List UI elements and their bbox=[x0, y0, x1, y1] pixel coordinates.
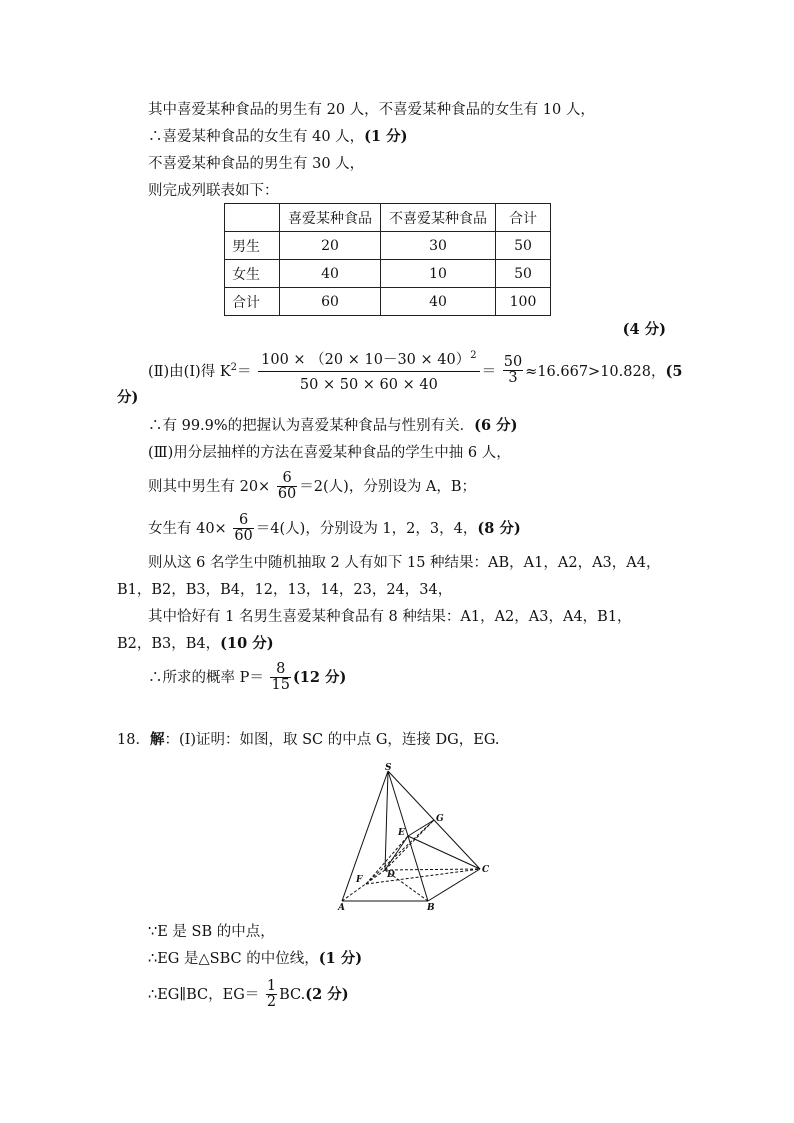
label-G: G bbox=[436, 814, 444, 824]
line-3: 不喜爱某种食品的男生有 30 人， bbox=[148, 156, 365, 172]
table-header-cell: 合计 bbox=[496, 204, 551, 232]
question-18-solve: 解 bbox=[149, 731, 165, 748]
question-18-text: ：(Ⅰ)证明：如图，取 SC 的中点 G，连接 DG，EG. bbox=[164, 732, 500, 748]
line-16: ∵E 是 SB 的中点， bbox=[148, 924, 275, 940]
score-12: (12 分) bbox=[292, 669, 347, 686]
k2-numerator bbox=[258, 347, 479, 372]
line-8-prefix: 则其中男生有 20× bbox=[148, 479, 271, 495]
line-10: 则从这 6 名学生中随机抽取 2 人有如下 15 种结果：AB，A1，A2，A3，A4， bbox=[148, 555, 661, 571]
k2-value-numerator: 50 bbox=[503, 354, 523, 371]
line-8 bbox=[148, 470, 476, 504]
table-cell: 100 bbox=[496, 288, 551, 316]
score-1-b: (1 分) bbox=[318, 950, 363, 967]
half-numerator: 1 bbox=[266, 977, 277, 994]
line-17-text: ∴EG 是△SBC 的中位线， bbox=[148, 951, 319, 967]
probability-numerator: 8 bbox=[270, 662, 290, 678]
line-14-prefix: ∴所求的概率 P＝ bbox=[148, 670, 264, 686]
k2-value-denominator: 3 bbox=[508, 370, 518, 387]
line-7: (Ⅲ)用分层抽样的方法在喜爱某种食品的学生中抽 6 人， bbox=[148, 445, 511, 461]
probability-fraction bbox=[270, 662, 290, 693]
line-9 bbox=[148, 512, 521, 546]
line-13 bbox=[117, 634, 274, 654]
line-13-text: B2，B3，B4， bbox=[117, 636, 221, 652]
label-D: D bbox=[387, 870, 395, 880]
k2-denominator: 50 × 50 × 60 × 40 bbox=[299, 377, 438, 394]
table-row bbox=[225, 232, 551, 260]
line-9-suffix: ＝4(人)，分别设为 1，2，3，4， bbox=[255, 521, 478, 537]
line-9-prefix: 女生有 40× bbox=[148, 521, 227, 537]
half-fraction bbox=[266, 979, 277, 1010]
k2-equals-2: ＝ bbox=[481, 363, 497, 380]
table-cell: 30 bbox=[381, 232, 496, 260]
k2-numerator-exponent: 2 bbox=[470, 350, 477, 362]
line-2 bbox=[148, 127, 408, 147]
k2-tail: ≈16.667>10.828， bbox=[525, 363, 666, 380]
half-denominator: 2 bbox=[266, 993, 277, 1010]
line-11: B1，B2，B3，B4，12，13，14，23，24，34， bbox=[117, 582, 453, 598]
table-row-label: 合计 bbox=[225, 288, 280, 316]
question-18-heading bbox=[117, 730, 500, 750]
line-18-suffix: BC. bbox=[279, 987, 306, 1003]
label-S: S bbox=[385, 763, 392, 773]
table-header-cell: 不喜爱某种食品 bbox=[381, 204, 496, 232]
contingency-table bbox=[224, 203, 551, 316]
k2-exponent: 2 bbox=[230, 362, 238, 373]
label-C: C bbox=[482, 865, 490, 875]
table-row bbox=[225, 288, 551, 316]
table-cell: 50 bbox=[496, 232, 551, 260]
line-14 bbox=[148, 660, 346, 696]
score-8: (8 分) bbox=[477, 520, 521, 537]
label-B: B bbox=[427, 903, 435, 912]
line-6-text: ∴有 99.9%的把握认为喜爱某种食品与性别有关． bbox=[148, 418, 475, 434]
score-5-part-a: (5 bbox=[665, 362, 683, 380]
k2-fraction bbox=[258, 347, 479, 394]
score-6: (6 分) bbox=[474, 417, 518, 434]
label-E: E bbox=[398, 828, 405, 838]
k2-numerator-text: 100 × （20 × 10－30 × 40） bbox=[261, 352, 471, 369]
line-8-suffix: ＝2(人)，分别设为 A，B； bbox=[299, 479, 477, 495]
table-cell: 20 bbox=[280, 232, 381, 260]
line-6 bbox=[148, 416, 518, 436]
table-row bbox=[225, 260, 551, 288]
table-cell: 60 bbox=[280, 288, 381, 316]
table-cell: 40 bbox=[280, 260, 381, 288]
female-fraction-numerator: 6 bbox=[233, 513, 253, 529]
probability-denominator: 15 bbox=[271, 676, 290, 693]
line-4: 则完成列联表如下： bbox=[148, 183, 279, 199]
k2-equals: ＝ bbox=[237, 363, 252, 380]
line-18-prefix: ∴EG∥BC，EG＝ bbox=[148, 987, 260, 1003]
table-header-row bbox=[225, 204, 551, 232]
female-fraction bbox=[233, 513, 253, 544]
score-1: (1 分) bbox=[364, 128, 408, 145]
pyramid-figure bbox=[330, 762, 500, 912]
line-1: 其中喜爱某种食品的男生有 20 人，不喜爱某种食品的女生有 10 人， bbox=[148, 102, 595, 118]
female-fraction-denominator: 60 bbox=[234, 527, 253, 544]
k2-value-fraction bbox=[503, 355, 523, 386]
table-header-cell bbox=[225, 204, 280, 232]
score-5-part-b: 分) bbox=[117, 389, 139, 406]
question-18-number: 18． bbox=[117, 732, 150, 748]
table-row-label: 女生 bbox=[225, 260, 280, 288]
label-F: F bbox=[356, 875, 363, 885]
line-18 bbox=[148, 978, 349, 1012]
line-2-text: ∴喜爱某种食品的女生有 40 人， bbox=[148, 129, 365, 145]
k2-prefix: (Ⅱ)由(Ⅰ)得 K bbox=[148, 363, 231, 380]
table-cell: 50 bbox=[496, 260, 551, 288]
male-fraction bbox=[277, 471, 297, 502]
k2-formula-line bbox=[148, 348, 682, 395]
table-row-label: 男生 bbox=[225, 232, 280, 260]
score-10: (10 分) bbox=[220, 635, 274, 652]
score-4: (4 分) bbox=[622, 321, 666, 338]
male-fraction-numerator: 6 bbox=[277, 471, 297, 487]
table-cell: 40 bbox=[381, 288, 496, 316]
line-17 bbox=[148, 949, 362, 969]
score-2: (2 分) bbox=[305, 986, 349, 1003]
male-fraction-denominator: 60 bbox=[277, 485, 297, 502]
table-header-cell: 喜爱某种食品 bbox=[280, 204, 381, 232]
label-A: A bbox=[338, 903, 345, 912]
line-12: 其中恰好有 1 名男生喜爱某种食品有 8 种结果：A1，A2，A3，A4，B1， bbox=[148, 609, 632, 625]
table-cell: 10 bbox=[381, 260, 496, 288]
